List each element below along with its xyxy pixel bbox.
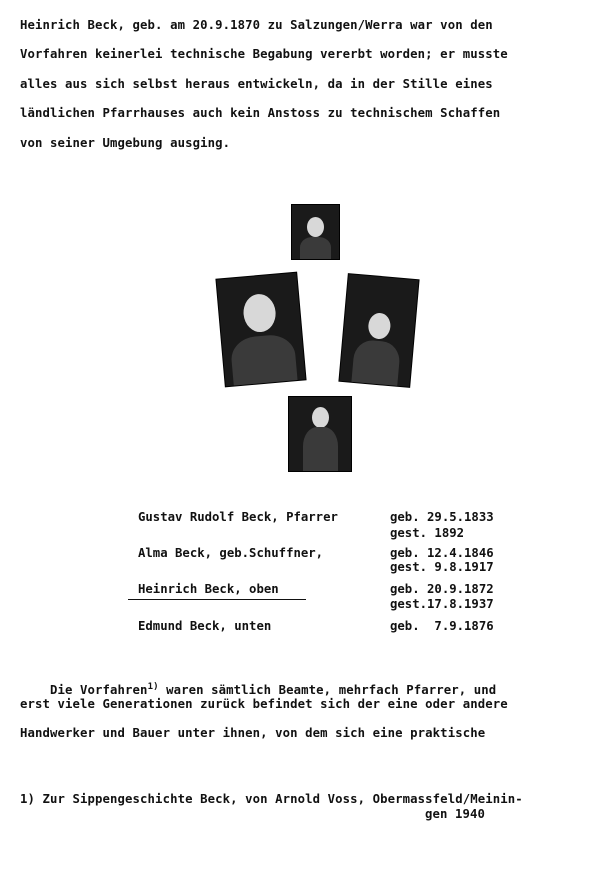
caption-born-gustav: geb. 29.5.1833 [390, 510, 494, 524]
caption-underline [128, 599, 306, 600]
intro-line-5: von seiner Umgebung ausging. [20, 136, 231, 150]
caption-born-alma: geb. 12.4.1846 [390, 546, 494, 560]
body-line-3: Handwerker und Bauer unter ihnen, von dem sich eine praktische [20, 726, 486, 740]
photo-gustav [216, 273, 305, 387]
caption-died-alma: gest. 9.8.1917 [390, 560, 494, 574]
photo-alma [339, 274, 418, 387]
body-line-2: erst viele Generationen zurück befindet sich der eine oder andere [20, 697, 508, 711]
caption-died-heinrich: gest.17.8.1937 [390, 597, 494, 611]
intro-line-4: ländlichen Pfarrhauses auch kein Anstoss zu technischem Schaffen [20, 106, 501, 120]
footnote-line-2: gen 1940 [425, 807, 486, 821]
intro-line-3: alles aus sich selbst heraus entwickeln, da in der Stille eines [20, 77, 493, 91]
caption-born-heinrich: geb. 20.9.1872 [390, 582, 494, 596]
intro-line-1: Heinrich Beck, geb. am 20.9.1870 zu Salzungen/Werra war von den [20, 18, 493, 32]
caption-died-gustav: gest. 1892 [390, 526, 465, 540]
caption-name-alma: Alma Beck, geb.Schuffner, [138, 546, 324, 560]
intro-line-2: Vorfahren keinerlei technische Begabung vererbt worden; er musste [20, 47, 508, 61]
caption-born-edmund: geb. 7.9.1876 [390, 619, 494, 633]
body-text-rest: waren sämtlich Beamte, mehrfach Pfarrer, und [158, 683, 497, 698]
caption-name-gustav: Gustav Rudolf Beck, Pfarrer [138, 510, 338, 524]
body-text-start: Die Vorfahren [50, 683, 148, 698]
photo-edmund [289, 397, 351, 471]
photo-heinrich [292, 205, 339, 259]
caption-name-heinrich: Heinrich Beck, oben [138, 582, 279, 596]
footnote-ref: 1) [147, 682, 159, 692]
footnote-line-1: 1) Zur Sippengeschichte Beck, von Arnold Voss, Obermassfeld/Meinin- [20, 792, 523, 806]
caption-name-edmund: Edmund Beck, unten [138, 619, 272, 633]
